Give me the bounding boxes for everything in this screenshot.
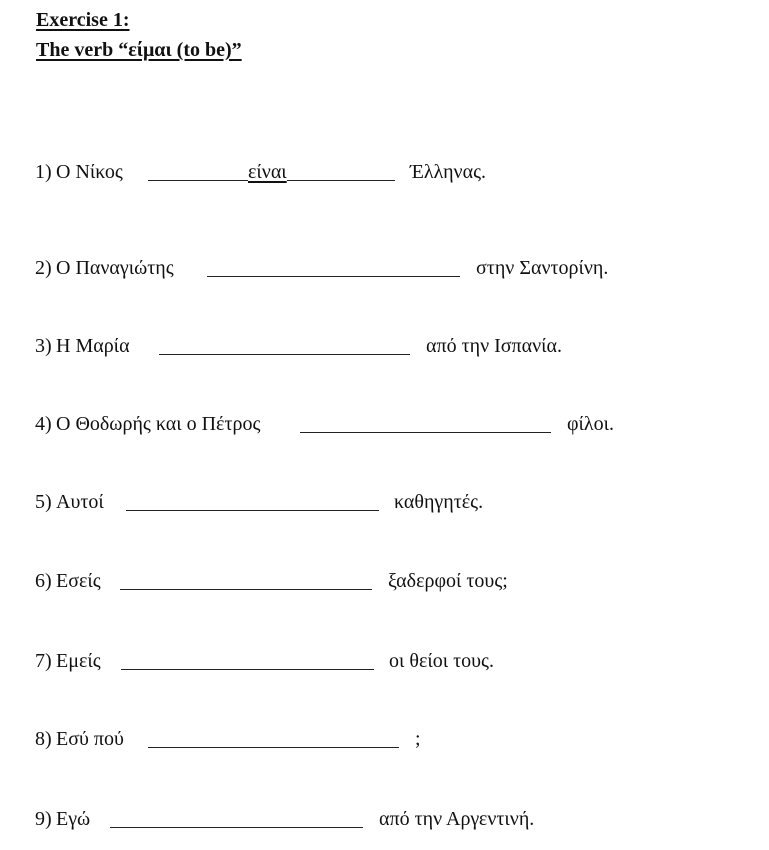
- exercise-item: [35, 409, 735, 439]
- item-ending: από την Αργεντινή.: [379, 808, 535, 830]
- exercise-item: [35, 724, 735, 754]
- exercise-item: [35, 646, 735, 676]
- item-subject: Εμείς: [56, 650, 101, 672]
- item-ending: ;: [415, 728, 421, 750]
- item-ending: στην Σαντορίνη.: [476, 257, 609, 279]
- item-subject: Αυτοί: [56, 491, 104, 513]
- answer-blank[interactable]: [300, 432, 551, 433]
- item-subject: Εγώ: [56, 808, 91, 830]
- item-subject: Ο Νίκος: [56, 161, 123, 183]
- answer-blank[interactable]: [159, 354, 410, 355]
- exercise-item: [35, 487, 735, 517]
- answer-text: είναι: [248, 157, 287, 189]
- exercise-subtitle: The verb “είμαι (to be)”: [36, 39, 242, 61]
- item-number: 8): [35, 728, 52, 750]
- item-ending: ξαδερφοί τους;: [388, 570, 508, 592]
- exercise-item: [35, 566, 735, 596]
- item-subject: Εσύ πού: [56, 728, 124, 750]
- exercise-item: [35, 253, 735, 283]
- exercise-item: [35, 157, 735, 187]
- exercise-item: [35, 331, 735, 361]
- exercise-item: [35, 804, 735, 834]
- item-ending: από την Ισπανία.: [426, 335, 563, 357]
- item-subject: Εσείς: [56, 570, 101, 592]
- item-subject: Ο Θοδωρής και ο Πέτρος: [56, 413, 261, 435]
- item-number: 6): [35, 570, 52, 592]
- answer-blank[interactable]: [126, 510, 379, 511]
- answer-blank[interactable]: [121, 669, 374, 670]
- item-number: 2): [35, 257, 52, 279]
- item-number: 5): [35, 491, 52, 513]
- item-subject: Η Μαρία: [56, 335, 130, 357]
- item-ending: Έλληνας.: [410, 161, 486, 183]
- item-ending: οι θείοι τους.: [389, 650, 494, 672]
- item-number: 7): [35, 650, 52, 672]
- item-number: 3): [35, 335, 52, 357]
- exercise-title: Exercise 1:: [36, 9, 130, 31]
- item-ending: καθηγητές.: [394, 491, 484, 513]
- answer-blank[interactable]: [110, 827, 363, 828]
- answer-blank[interactable]: [148, 747, 399, 748]
- answer-blank[interactable]: [207, 276, 460, 277]
- answer-blank[interactable]: [120, 589, 372, 590]
- item-number: 4): [35, 413, 52, 435]
- item-subject: Ο Παναγιώτης: [56, 257, 174, 279]
- item-number: 9): [35, 808, 52, 830]
- item-ending: φίλοι.: [567, 413, 615, 435]
- item-number: 1): [35, 161, 52, 183]
